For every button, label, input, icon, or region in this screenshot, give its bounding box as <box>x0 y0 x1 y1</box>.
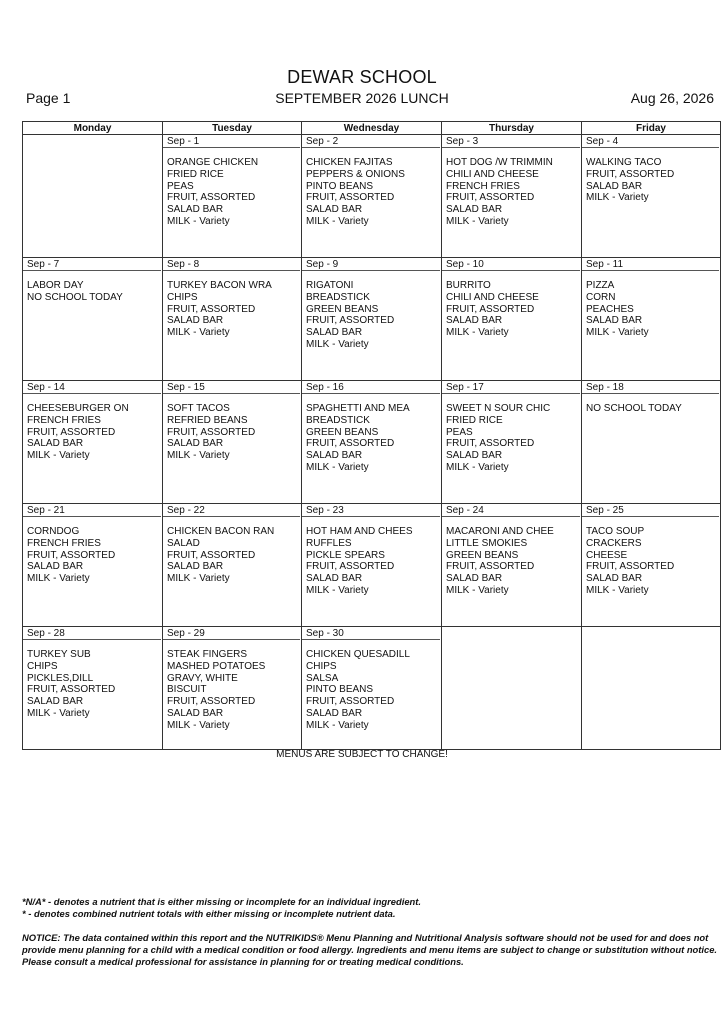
menu-item: GREEN BEANS <box>306 303 379 315</box>
day-date: Sep - 3 <box>442 135 580 148</box>
menu-item: MILK - Variety <box>446 584 509 596</box>
report-date: Aug 26, 2026 <box>630 90 714 106</box>
menu-item-list <box>163 271 301 339</box>
day-cell <box>302 258 442 381</box>
menu-item: TURKEY SUB <box>27 649 91 660</box>
note-star: * - denotes combined nutrient totals with either missing or incomplete nutrient data. <box>22 908 396 919</box>
menu-item: PEAS <box>446 426 473 438</box>
menu-item: CHIPS <box>27 660 58 672</box>
menu-item: FRUIT, ASSORTED <box>27 426 116 438</box>
menu-item: SOFT TACOS <box>167 403 230 414</box>
menu-item: MILK - Variety <box>586 192 649 204</box>
day-cell <box>582 504 721 627</box>
day-cell <box>163 258 302 381</box>
menu-item: SALAD BAR <box>27 696 84 708</box>
day-cell <box>163 135 302 258</box>
menu-item: PINTO BEANS <box>306 684 374 696</box>
menu-item: HOT DOG /W TRIMMIN <box>446 157 553 168</box>
menu-item: HOT HAM AND CHEES <box>306 526 413 537</box>
week-row <box>23 627 721 750</box>
day-date: Sep - 17 <box>442 381 580 394</box>
menu-item: SALAD BAR <box>586 573 643 585</box>
menu-item: CHICKEN QUESADILL <box>306 649 410 660</box>
day-date: Sep - 15 <box>163 381 300 394</box>
menu-item: FRENCH FRIES <box>27 537 101 549</box>
menu-item: FRUIT, ASSORTED <box>167 192 256 204</box>
menu-item: MILK - Variety <box>167 719 230 731</box>
school-name: DEWAR SCHOOL <box>287 67 437 87</box>
note-na: *N/A* - denotes a nutrient that is either missing or incomplete for an individual ingredient. <box>22 896 422 907</box>
menu-item: FRENCH FRIES <box>446 180 520 192</box>
week-row <box>23 504 721 627</box>
menu-item: MILK - Variety <box>27 450 90 462</box>
day-cell <box>302 504 442 627</box>
menu-item: SALAD BAR <box>446 573 503 585</box>
menu-item: MILK - Variety <box>167 573 230 585</box>
day-cell <box>23 627 163 750</box>
menu-item: MILK - Variety <box>27 707 90 719</box>
day-date: Sep - 28 <box>23 627 161 640</box>
menu-item: SALAD BAR <box>167 707 224 719</box>
menu-item: SALAD BAR <box>446 450 503 462</box>
day-date: Sep - 8 <box>163 258 300 271</box>
menu-item: MILK - Variety <box>167 215 230 227</box>
day-cell <box>442 381 582 504</box>
menu-item-list <box>23 517 162 585</box>
menu-item: RUFFLES <box>306 537 352 549</box>
menu-item-list <box>302 148 441 228</box>
menu-item: CHILI AND CHEESE <box>446 291 539 303</box>
weekday-header: Monday <box>23 122 163 135</box>
menu-item: FRUIT, ASSORTED <box>167 549 256 561</box>
menu-item: GREEN BEANS <box>446 549 519 561</box>
menu-item: SWEET N SOUR CHIC <box>446 403 551 414</box>
menu-item: WALKING TACO <box>586 157 662 168</box>
menu-item: SALAD BAR <box>306 573 363 585</box>
day-date: Sep - 14 <box>23 381 161 394</box>
menu-item: SALAD BAR <box>446 204 503 216</box>
menu-item: LABOR DAY <box>27 280 84 291</box>
menu-item: MASHED POTATOES <box>167 660 266 672</box>
menu-item: MACARONI AND CHEE <box>446 526 554 537</box>
menu-item: SALAD BAR <box>167 204 224 216</box>
day-date: Sep - 18 <box>582 381 719 394</box>
nutrikids-notice: NOTICE: The data contained within this report and the NUTRIKIDS® Menu Planning and Nutritional Analysis software should not be used for and does not provide menu planning for a child with a medical condition or food allergy. Ingredients and menu items are subject to change or substitution without notice. Please consult a medical professional for assistance in planning for or treating medical conditions. <box>22 932 718 967</box>
menu-item: FRUIT, ASSORTED <box>306 696 395 708</box>
menu-item: CHIPS <box>306 660 337 672</box>
menu-item: GRAVY, WHITE <box>167 672 238 684</box>
menu-item: TACO SOUP <box>586 526 645 537</box>
menu-item-list <box>442 148 581 228</box>
menu-item: SALAD BAR <box>306 450 363 462</box>
day-date: Sep - 30 <box>302 627 440 640</box>
menu-item: SALAD BAR <box>167 561 224 573</box>
menu-item: SALAD BAR <box>27 438 84 450</box>
menu-item: FRUIT, ASSORTED <box>306 192 395 204</box>
menu-item-list <box>582 517 720 597</box>
menu-item: FRUIT, ASSORTED <box>167 696 256 708</box>
menu-item: MILK - Variety <box>586 327 649 339</box>
menu-item: SALAD BAR <box>306 204 363 216</box>
menu-item: STEAK FINGERS <box>167 649 248 660</box>
menu-item: SALAD BAR <box>586 315 643 327</box>
menu-item: MILK - Variety <box>446 461 509 473</box>
menu-item: BURRITO <box>446 280 491 291</box>
menu-item: RIGATONI <box>306 280 354 291</box>
menu-item: CHEESE <box>586 549 628 561</box>
menu-item: FRUIT, ASSORTED <box>306 315 395 327</box>
menu-item-list <box>582 148 720 204</box>
menu-item: FRUIT, ASSORTED <box>306 561 395 573</box>
menu-item: TURKEY BACON WRA <box>167 280 272 291</box>
menu-item: FRUIT, ASSORTED <box>27 549 116 561</box>
menu-item: BREADSTICK <box>306 414 370 426</box>
menu-item-list <box>23 394 162 462</box>
menu-item: SALAD <box>167 537 200 549</box>
menu-item: MILK - Variety <box>306 338 369 350</box>
menu-item: MILK - Variety <box>306 584 369 596</box>
menu-item: MILK - Variety <box>306 719 369 731</box>
menu-item: FRUIT, ASSORTED <box>306 438 395 450</box>
menu-item: MILK - Variety <box>306 215 369 227</box>
menu-item-list <box>302 271 441 351</box>
menu-item: FRUIT, ASSORTED <box>446 303 535 315</box>
week-row <box>23 135 721 258</box>
menu-item: REFRIED BEANS <box>167 414 248 426</box>
menu-item-list <box>163 517 301 585</box>
menu-item: MILK - Variety <box>27 573 90 585</box>
menu-item-list <box>442 394 581 474</box>
menu-item: NO SCHOOL TODAY <box>586 403 682 414</box>
day-cell <box>163 504 302 627</box>
day-date: Sep - 16 <box>302 381 440 394</box>
menu-item: CORNDOG <box>27 526 80 537</box>
day-date: Sep - 4 <box>582 135 719 148</box>
menu-item: FRUIT, ASSORTED <box>586 561 675 573</box>
day-date: Sep - 23 <box>302 504 440 517</box>
menu-item: SPAGHETTI AND MEA <box>306 403 410 414</box>
day-date: Sep - 24 <box>442 504 580 517</box>
day-date: Sep - 10 <box>442 258 580 271</box>
menu-item: SALAD BAR <box>27 561 84 573</box>
day-cell <box>582 258 721 381</box>
menu-item: GREEN BEANS <box>306 426 379 438</box>
day-cell <box>23 135 163 258</box>
day-date: Sep - 22 <box>163 504 300 517</box>
menu-item: LITTLE SMOKIES <box>446 537 528 549</box>
menu-item: PEAS <box>167 180 194 192</box>
menu-item: SALSA <box>306 672 339 684</box>
menu-item: BREADSTICK <box>306 291 370 303</box>
menu-item: FRUIT, ASSORTED <box>446 192 535 204</box>
menu-item: SALAD BAR <box>446 315 503 327</box>
menu-item: CRACKERS <box>586 537 642 549</box>
day-date: Sep - 1 <box>163 135 300 148</box>
weekday-header: Friday <box>582 122 721 135</box>
day-cell <box>442 258 582 381</box>
page-number: Page 1 <box>26 90 71 106</box>
day-cell <box>302 627 442 750</box>
day-cell <box>582 627 721 750</box>
menu-item: FRUIT, ASSORTED <box>167 303 256 315</box>
menu-calendar <box>22 121 721 750</box>
day-cell <box>302 135 442 258</box>
menu-item-list <box>442 517 581 597</box>
menu-item: PICKLES,DILL <box>27 672 94 684</box>
day-cell <box>23 504 163 627</box>
menu-item: FRIED RICE <box>446 414 503 426</box>
menu-item: SALAD BAR <box>306 707 363 719</box>
week-row <box>23 258 721 381</box>
menu-item: SALAD BAR <box>306 327 363 339</box>
day-cell <box>302 381 442 504</box>
day-cell <box>582 135 721 258</box>
weekday-header: Wednesday <box>302 122 442 135</box>
menu-item-list <box>302 394 441 474</box>
menu-item-list <box>582 394 720 415</box>
menu-item: CORN <box>586 291 616 303</box>
menu-item: SALAD BAR <box>167 438 224 450</box>
menu-item: FRUIT, ASSORTED <box>446 438 535 450</box>
day-cell <box>163 627 302 750</box>
menu-item: CHILI AND CHEESE <box>446 168 539 180</box>
menu-item-list <box>442 271 581 339</box>
menu-item: FRIED RICE <box>167 168 224 180</box>
day-cell <box>23 381 163 504</box>
menu-item-list <box>582 271 720 339</box>
menu-item: CHEESEBURGER ON <box>27 403 129 414</box>
menu-item-list <box>23 271 162 304</box>
day-cell <box>23 258 163 381</box>
menu-item: FRENCH FRIES <box>27 414 101 426</box>
menu-item: MILK - Variety <box>446 215 509 227</box>
menu-item: CHICKEN BACON RAN <box>167 526 275 537</box>
menu-item: SALAD BAR <box>167 315 224 327</box>
menu-item: FRUIT, ASSORTED <box>446 561 535 573</box>
day-cell <box>442 627 582 750</box>
weekday-header: Thursday <box>442 122 582 135</box>
menu-item: FRUIT, ASSORTED <box>167 426 256 438</box>
menu-item: PEPPERS & ONIONS <box>306 168 405 180</box>
menu-item: FRUIT, ASSORTED <box>586 168 675 180</box>
menu-item: ORANGE CHICKEN <box>167 157 259 168</box>
menu-item: CHIPS <box>167 291 198 303</box>
menu-change-notice: MENUS ARE SUBJECT TO CHANGE! <box>276 749 448 760</box>
menu-item: MILK - Variety <box>167 450 230 462</box>
menu-item: FRUIT, ASSORTED <box>27 684 116 696</box>
menu-item: MILK - Variety <box>306 461 369 473</box>
menu-item: SALAD BAR <box>586 180 643 192</box>
day-date: Sep - 9 <box>302 258 440 271</box>
menu-title: SEPTEMBER 2026 LUNCH <box>275 90 449 106</box>
menu-item-list <box>302 517 441 597</box>
menu-item: MILK - Variety <box>586 584 649 596</box>
day-cell <box>163 381 302 504</box>
menu-item: PEACHES <box>586 303 634 315</box>
menu-item: MILK - Variety <box>446 327 509 339</box>
day-cell <box>442 135 582 258</box>
menu-item: PIZZA <box>586 280 615 291</box>
menu-item: NO SCHOOL TODAY <box>27 291 123 303</box>
weekday-header-row <box>23 122 721 135</box>
menu-item: BISCUIT <box>167 684 207 696</box>
menu-item-list <box>163 640 301 732</box>
day-date: Sep - 21 <box>23 504 161 517</box>
menu-item: MILK - Variety <box>167 327 230 339</box>
day-date: Sep - 7 <box>23 258 161 271</box>
day-date: Sep - 11 <box>582 258 719 271</box>
week-row <box>23 381 721 504</box>
menu-item-list <box>163 148 301 228</box>
menu-item: CHICKEN FAJITAS <box>306 157 393 168</box>
day-date: Sep - 29 <box>163 627 300 640</box>
menu-item-list <box>23 640 162 720</box>
menu-item: PINTO BEANS <box>306 180 374 192</box>
day-date: Sep - 25 <box>582 504 719 517</box>
menu-item-list <box>302 640 441 732</box>
day-cell <box>582 381 721 504</box>
menu-item: PICKLE SPEARS <box>306 549 385 561</box>
weekday-header: Tuesday <box>163 122 302 135</box>
day-date: Sep - 2 <box>302 135 440 148</box>
day-cell <box>442 504 582 627</box>
menu-item-list <box>163 394 301 462</box>
